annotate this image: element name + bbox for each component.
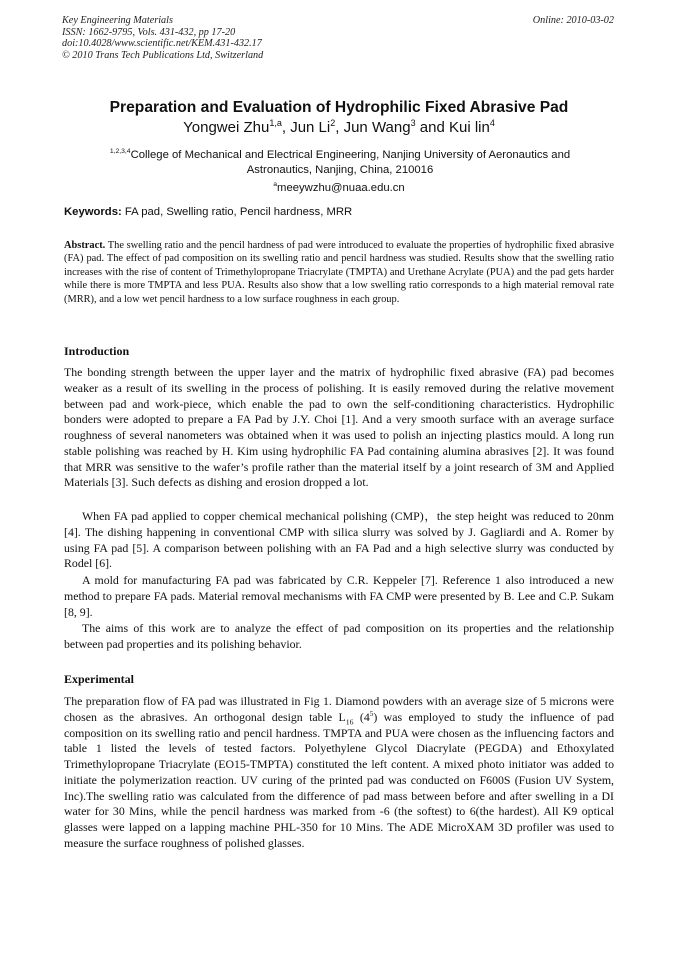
author-name: Kui lin [448,119,490,136]
intro-paragraph: When FA pad applied to copper chemical mechanical polishing (CMP)，the step height was reduced to 20nm [4]. The dishing happening in conventional CMP with silica slurry was solved by J. Gagliardi and A. Romer by using FA pad [5]. A comparison between polishing with an FA Pad and a high selective slurry was conducted by Rodel [6]. [64,509,614,571]
doi-line: doi:10.4028/www.scientific.net/KEM.431-432.17 [62,38,262,50]
experimental-paragraph [64,694,614,852]
author-separator: , [281,119,291,136]
email-address[interactable]: meeywzhu@nuaa.edu.cn [277,182,405,194]
abstract-label: Abstract. [64,240,106,251]
design-table-superscript: 5 [369,709,374,718]
author-separator: , [335,119,344,136]
author-name: Jun Wang [343,119,411,136]
keywords [64,206,352,218]
keywords-text: FA pad, Swelling ratio, Pencil hardness, MRR [121,206,353,218]
section-heading-introduction: Introduction [64,344,130,358]
intro-paragraph: The aims of this work are to analyze the effect of pad composition on its properties and the relationship between pad properties and its polishing behavior. [64,621,614,651]
author-superscript: 4 [489,118,495,128]
keywords-label: Keywords: [64,206,122,218]
paper-title: Preparation and Evaluation of Hydrophilic Fixed Abrasive Pad [109,99,569,116]
design-table-subscript: 16 [345,717,354,727]
author-list [62,119,616,136]
journal-header [62,15,263,61]
author-superscript: 3 [410,118,416,128]
affiliation [80,148,600,178]
intro-paragraph: The bonding strength between the upper layer and the matrix of hydrophilic fixed abrasive (FA) pad becomes weaker as a result of its swelling in the process of polishing. It is easily removed during the relative movement between pad and work-piece, which enable the pad to own the self-conditioning characteristics. Hydrophilic bonders were adopted to prepare a FA Pad by J.Y. Choi [1]. And a very smooth surface with an average surface roughness of several nanometers was obtained when it was used to polish an injecting plastics mould. A long run stable polishing was reached by H. Kim using hydrophilic FA Pad containing alumina abrasives [2]. It was found that MRR was sensitive to the wafer’s profile rather than the material itself by a joint research of 3M and Applied Materials [3]. Such defects as dishing and erosion dropped a lot. [64,365,614,490]
copyright-line: © 2010 Trans Tech Publications Ltd, Switzerland [62,49,264,61]
author-name: Yongwei Zhu [183,119,270,136]
author-superscript: 2 [330,118,336,128]
author-separator: and [415,119,449,136]
abstract [64,239,614,306]
contact-email [62,182,616,194]
issn-line: ISSN: 1662-9795, Vols. 431-432, pp 17-20 [62,26,236,38]
intro-paragraph: A mold for manufacturing FA pad was fabricated by C.R. Keppeler [7]. Reference 1 also introduced a new method to prepare FA pads. Material removal mechanisms with FA CMP were presented by B. Lee and C.P. Sukam [8, 9]. [64,573,614,619]
experimental-text: (4 [353,709,370,724]
experimental-text: ) was employed to study the influence of pad composition on its swelling ratio and pencil hardness. TMPTA and PUA were chosen as the influencing factors and table 1 listed the levels of tested factors. Polyethylene Glycol Diacrylate (PEGDA) and Ethoxylated Trimethylopropane Triacrylate (EO15-TMPTA) constituted the left content. A mixed photo initiator was added to initiate the polymerization reaction. UV curing of the printed pad was conducted on F600S (Fusion UV System, Inc).The swelling ratio was calculated from the difference of pad mass between before and after swelling in a DI water for 30 Mins, while the pencil hardness was marked from -6 (the softest) to 6(the hardest). All K9 optical glasses were lapped on a lapping machine PHL-350 for 10 Mins. The ADE MicroXAM 3D profiler was used to measure the surface roughness of polished glasses. [64,709,615,850]
author-name: Jun Li [290,119,331,136]
section-heading-experimental: Experimental [64,672,134,686]
affiliation-superscript: 1,2,3,4 [109,148,131,156]
experimental-text: The preparation flow of FA pad was illustrated in Fig 1. Diamond powders with an average size of 5 microns were chosen as the abrasives. An orthogonal design table L [64,694,614,724]
abstract-text: The swelling ratio and the pencil hardness of pad were introduced to evaluate the properties of hydrophilic fixed abrasive (FA) pad. The effect of pad composition on its swelling ratio and pencil hardness was studied. Results show that the swelling ratio increases with the rise of content of Trimethylopropane Triacrylate (TMPTA) and Urethane Acrylate (PUA) and the pad gets harder while there is more TMPTA and less PUA. Results also show that a low swelling ratio corresponds to a high material removal rate (MRR), and a low wet pencil hardness to a low surface roughness in each group. [64,240,614,305]
author-superscript: 1,a [269,118,282,128]
online-date: Online: 2010-03-02 [532,15,614,26]
email-superscript: a [273,181,278,189]
journal-name: Key Engineering Materials [62,15,173,26]
affiliation-text: College of Mechanical and Electrical Engineering, Nanjing University of Aeronautics and Astronautics, Nanjing, China, 210016 [130,149,571,176]
